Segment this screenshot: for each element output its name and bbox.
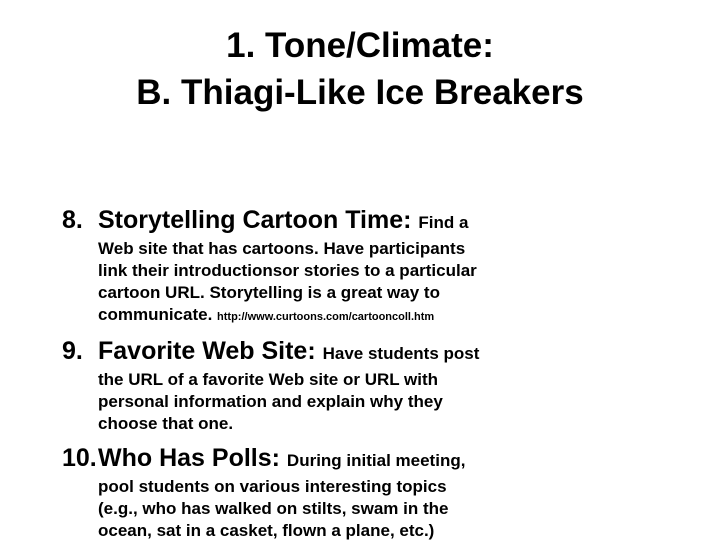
item-line: link their introductionsor stories to a particular: [98, 261, 477, 280]
item-lead: During initial meeting,: [286, 451, 466, 470]
item-line: choose that one.: [98, 414, 234, 433]
slide-title: [0, 22, 720, 116]
item-lead: Find a: [418, 213, 469, 232]
item-description: [98, 238, 702, 328]
slide-title-line-1: 1. Tone/Climate:: [226, 26, 494, 65]
item-line: cartoon URL. Storytelling is a great way to: [98, 283, 440, 302]
item-description: [98, 476, 702, 542]
item-number: 8.: [62, 206, 83, 234]
item-heading-line: [98, 205, 702, 238]
item-number: 9.: [62, 337, 83, 365]
item-heading: Who Has Polls:: [98, 444, 280, 472]
item-description: [98, 369, 702, 435]
item-body: [62, 443, 702, 542]
item-line: (e.g., who has walked on stilts, swam in the: [98, 499, 449, 518]
item-line: ocean, sat in a casket, flown a plane, etc.): [98, 521, 435, 540]
item-last-line: communicate.: [98, 305, 213, 324]
list-item-favorite-site: [62, 336, 702, 435]
item-heading: Favorite Web Site:: [98, 337, 316, 365]
item-heading-line: [98, 443, 702, 476]
item-body: [62, 336, 702, 435]
item-list: [62, 205, 702, 542]
item-line: personal information and explain why they: [98, 392, 443, 411]
cartoon-url[interactable]: http://www.curtoons.com/cartooncoll.htm: [217, 311, 435, 323]
list-item-storytelling: [62, 205, 702, 328]
item-number: 10.: [62, 444, 97, 472]
item-line: [98, 304, 702, 328]
item-line: the URL of a favorite Web site or URL with: [98, 370, 439, 389]
item-line: Web site that has cartoons. Have participants: [98, 239, 466, 258]
list-item-polls: [62, 443, 702, 542]
item-line: pool students on various interesting topics: [98, 477, 447, 496]
item-heading-line: [98, 336, 702, 369]
item-body: [62, 205, 702, 328]
item-lead: Have students post: [322, 344, 480, 363]
item-heading: Storytelling Cartoon Time:: [98, 206, 412, 234]
slide-title-line-2: B. Thiagi-Like Ice Breakers: [136, 73, 584, 112]
